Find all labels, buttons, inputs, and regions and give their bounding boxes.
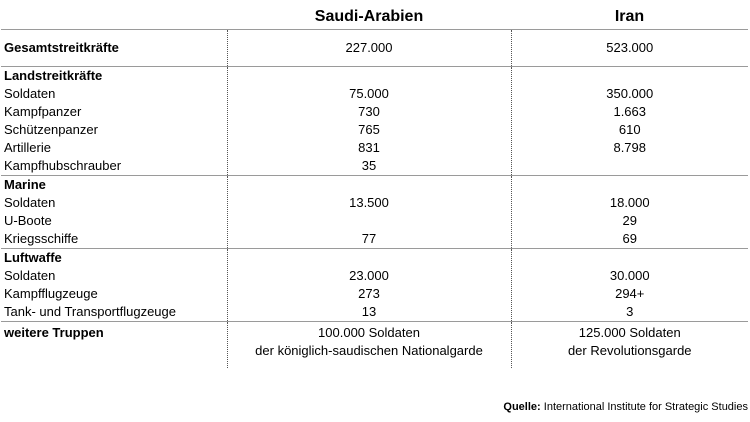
source-label: Quelle: xyxy=(503,401,541,413)
iran-value: 294+ xyxy=(615,286,645,301)
header-iran: Iran xyxy=(614,8,645,25)
iran-value: 69 xyxy=(622,231,637,246)
row-label: U-Boote xyxy=(4,213,52,228)
other-troops-row xyxy=(1,322,748,369)
iran-value xyxy=(512,157,749,175)
saudi-value: 23.000 xyxy=(349,268,389,283)
row-label: Kriegsschiffe xyxy=(4,231,79,246)
header-label-column xyxy=(1,4,227,30)
saudi-value: 765 xyxy=(358,122,380,137)
row-label: Soldaten xyxy=(4,268,56,283)
section-title-air: Luftwaffe xyxy=(4,250,62,265)
source-text: International Institute for Strategic Studies xyxy=(543,401,748,413)
saudi-other-line-2: der königlich-saudischen Nationalgarde xyxy=(255,343,483,358)
row-label: Soldaten xyxy=(4,195,56,210)
saudi-value: 35 xyxy=(361,158,377,173)
total-iran-value: 523.000 xyxy=(511,30,748,67)
row-label: Schützenpanzer xyxy=(4,122,98,137)
header-saudi-arabia: Saudi-Arabien xyxy=(314,8,424,25)
row-label: Soldaten xyxy=(4,86,56,101)
saudi-other-line-1: 100.000 Soldaten xyxy=(318,325,420,340)
iran-other-line-1: 125.000 Soldaten xyxy=(578,325,681,340)
total-row xyxy=(1,30,748,67)
iran-other-line-2: der Revolutionsgarde xyxy=(567,343,692,358)
table-header-row xyxy=(1,4,748,30)
iran-value: 30.000 xyxy=(609,268,650,283)
saudi-value xyxy=(228,212,511,230)
row-label: Kampfpanzer xyxy=(4,104,82,119)
other-troops-label: weitere Truppen xyxy=(4,325,104,340)
iran-value: 610 xyxy=(618,122,641,137)
saudi-value: 831 xyxy=(358,140,380,155)
iran-value: 29 xyxy=(622,213,637,228)
iran-value: 1.663 xyxy=(613,104,647,119)
iran-value: 18.000 xyxy=(609,195,650,210)
row-label: Kampfflugzeuge xyxy=(4,286,98,301)
saudi-value: 13 xyxy=(361,304,377,319)
iran-value: 8.798 xyxy=(613,140,647,155)
total-label: Gesamtstreitkräfte xyxy=(1,30,227,67)
section-air-force xyxy=(1,249,748,322)
row-label: Artillerie xyxy=(4,140,51,155)
section-title-navy: Marine xyxy=(4,177,46,192)
saudi-value: 77 xyxy=(361,231,377,246)
total-saudi-value: 227.000 xyxy=(227,30,511,67)
military-comparison-table xyxy=(1,4,748,368)
row-label: Tank- und Transportflugzeuge xyxy=(4,304,176,319)
iran-value: 3 xyxy=(626,304,634,319)
saudi-value: 13.500 xyxy=(349,195,389,210)
saudi-value: 273 xyxy=(358,286,380,301)
saudi-value: 730 xyxy=(358,104,380,119)
iran-value: 350.000 xyxy=(606,86,654,101)
row-label: Kampfhubschrauber xyxy=(4,158,122,173)
source-note xyxy=(503,400,748,414)
saudi-value: 75.000 xyxy=(349,86,389,101)
section-title-land: Landstreitkräfte xyxy=(4,68,103,83)
section-navy xyxy=(1,176,748,249)
section-land-forces xyxy=(1,67,748,176)
